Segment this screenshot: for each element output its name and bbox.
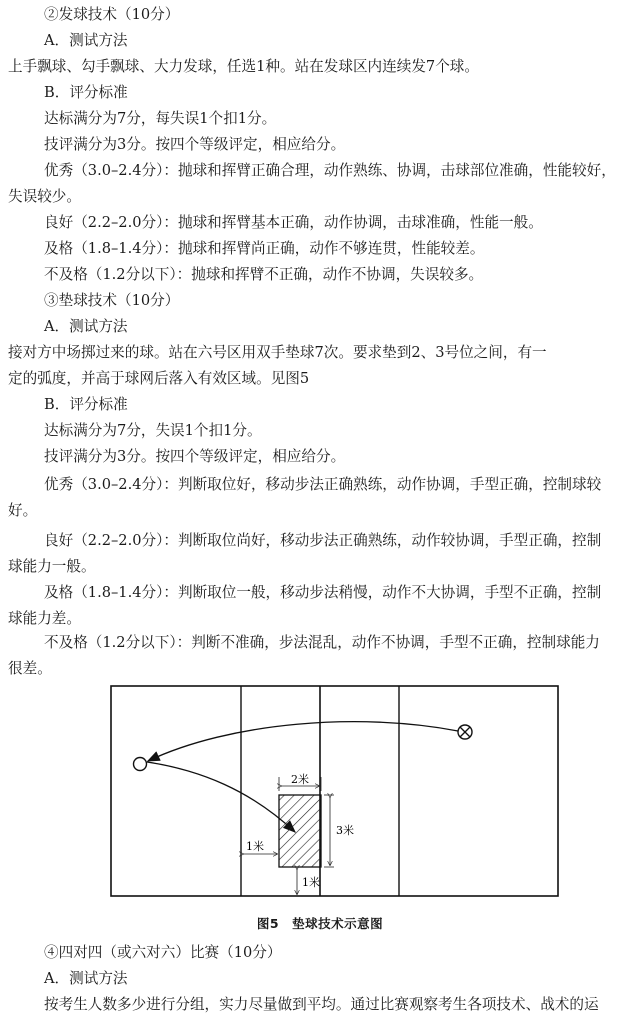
subheading-scoring: B．评分标准 (44, 396, 128, 413)
paragraph-line: 不及格（1.2分以下）：抛球和挥臂不正确，动作不协调，失误较多。 (44, 266, 484, 283)
paragraph-line: 技评满分为3分。按四个等级评定，相应给分。 (44, 448, 346, 465)
paragraph-line: 及格（1.8–1.4分）：抛球和挥臂尚正确，动作不够连贯，性能较差。 (44, 240, 485, 257)
dimension-label-bottom-offset: 1米 (302, 876, 320, 889)
target-area (279, 795, 321, 867)
paragraph-line: 技评满分为3分。按四个等级评定，相应给分。 (44, 136, 346, 153)
section-heading-serve: ②发球技术（10分） (44, 6, 180, 23)
thrower-marker (458, 725, 472, 739)
dig-trajectory (147, 762, 295, 832)
paragraph-line: 达标满分为7分，每失误1个扣1分。 (44, 110, 277, 127)
section-heading-match: ④四对四（或六对六）比赛（10分） (44, 944, 282, 961)
player-marker (134, 758, 147, 771)
paragraph-line: 很差。 (8, 660, 52, 677)
paragraph-line: 球能力一般。 (8, 558, 96, 575)
paragraph-line: 达标满分为7分，失误1个扣1分。 (44, 422, 262, 439)
paragraph-line: 好。 (8, 502, 38, 519)
subheading-test-method: A．测试方法 (44, 970, 128, 987)
paragraph-line: 上手飘球、勾手飘球、大力发球，任选1种。站在发球区内连续发7个球。 (8, 58, 479, 75)
dimension-label-height: 3米 (336, 824, 354, 837)
paragraph-line: 良好（2.2–2.0分）：判断取位尚好，移动步法正确熟练，动作较协调，手型正确，控制 (44, 532, 602, 549)
court-outline (111, 686, 558, 896)
throw-trajectory (148, 722, 458, 761)
paragraph-line: 不及格（1.2分以下）：判断不准确，步法混乱，动作不协调，手型不正确，控制球能力 (44, 634, 600, 651)
subheading-scoring: B．评分标准 (44, 84, 128, 101)
dimension-label-left-offset: 1米 (246, 840, 264, 853)
paragraph-line: 定的弧度，并高于球网后落入有效区域。见图5 (8, 370, 310, 387)
paragraph-line: 失误较少。 (8, 188, 81, 205)
section-heading-dig: ③垫球技术（10分） (44, 292, 180, 309)
subheading-test-method: A．测试方法 (44, 318, 128, 335)
paragraph-line: 按考生人数多少进行分组，实力尽量做到平均。通过比赛观察考生各项技术、战术的运 (44, 996, 599, 1013)
figure-caption: 图5 垫球技术示意图 (256, 916, 384, 931)
paragraph-line: 优秀（3.0–2.4分）：抛球和挥臂正确合理，动作熟练、协调，击球部位准确，性能较好， (44, 162, 616, 179)
subheading-test-method: A．测试方法 (44, 32, 128, 49)
paragraph-line: 良好（2.2–2.0分）：抛球和挥臂基本正确，动作协调，击球准确，性能一般。 (44, 214, 543, 231)
dimension-label-width: 2米 (291, 773, 309, 786)
paragraph-line: 接对方中场掷过来的球。站在六号区用双手垫球7次。要求垫到2、3号位之间，有一 (8, 344, 547, 361)
paragraph-line: 球能力差。 (8, 610, 81, 627)
paragraph-line: 及格（1.8–1.4分）：判断取位一般，移动步法稍慢，动作不大协调，手型不正确，控制 (44, 584, 602, 601)
paragraph-line: 优秀（3.0–2.4分）：判断取位好，移动步法正确熟练，动作协调，手型正确，控制球较 (44, 476, 602, 493)
